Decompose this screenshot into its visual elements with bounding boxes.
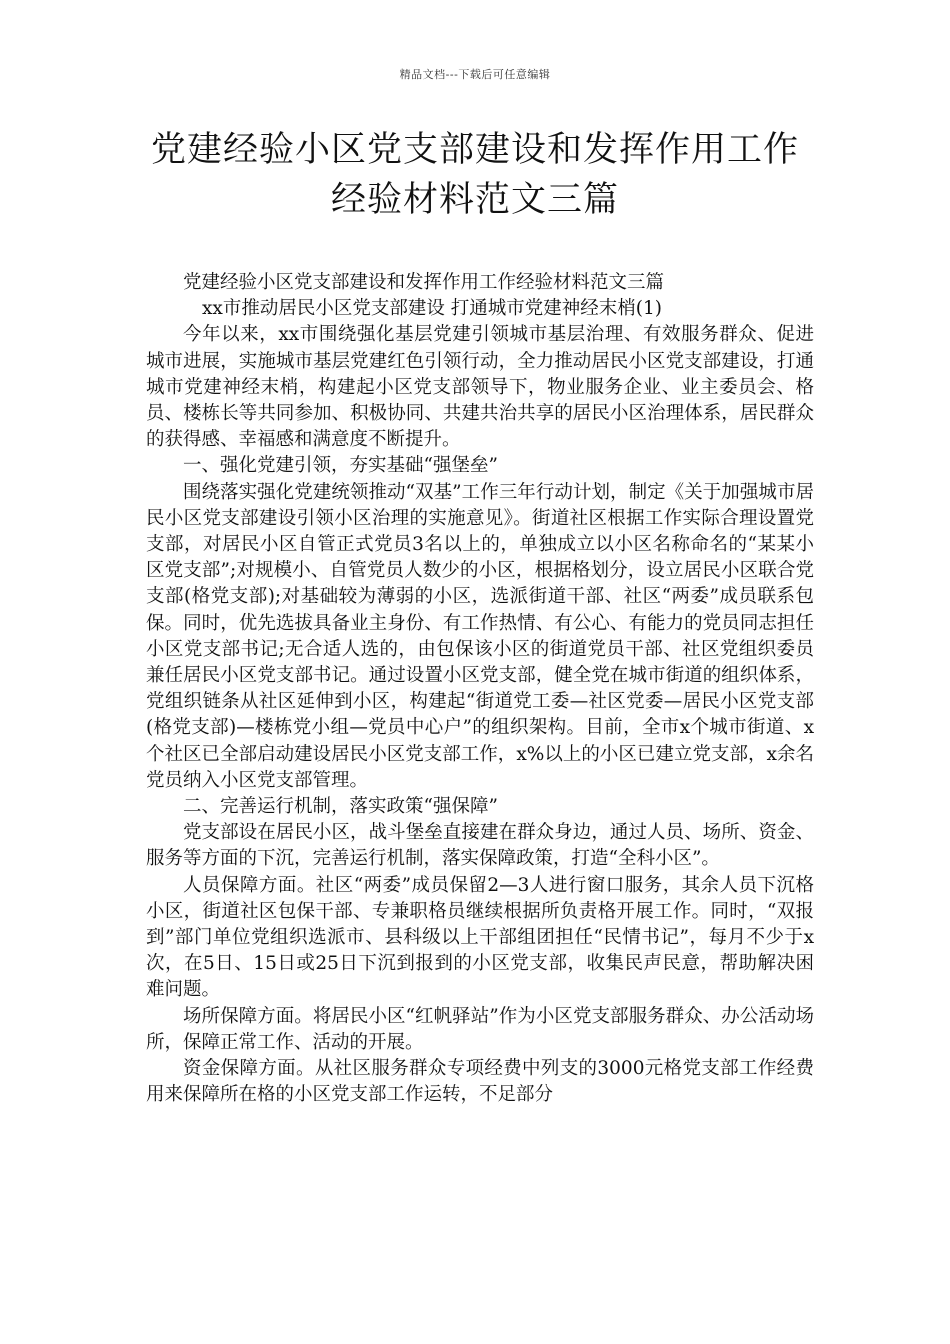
paragraph-intro: 今年以来，xx市围绕强化基层党建引领城市基层治理、有效服务群众、促进城市进展，实施城市基层党建红色引领行动，全力推动居民小区党支部建设，打通城市党建神经末梢，构建起小区党支部领导下，物业服务企业、业主委员会、格员、楼栋长等共同参加、积极协同、共建共治共享的居民小区治理体系，居民群众的获得感、幸福感和满意度不断提升。 bbox=[146, 324, 814, 451]
paragraph-personnel: 人员保障方面。社区“两委”成员保留2—3人进行窗口服务，其余人员下沉格小区，街道社区包保干部、专兼职格员继续根据所负责格开展工作。同时，“双报到”部门单位党组织选派市、县科级以上干部组团担任“民情书记”，每月不少于x次，在5日、15日或25日下沉到报到的小区党支部，收集民声民意，帮助解决困难问题。 bbox=[146, 874, 814, 1001]
title-line-1: 党建经验小区党支部建设和发挥作用工作 bbox=[150, 130, 799, 170]
document-body bbox=[146, 270, 814, 1109]
paragraph-section-2: 党支部设在居民小区，战斗堡垒直接建在群众身边，通过人员、场所、资金、服务等方面的下沉，完善运行机制，落实保障政策，打造“全科小区”。 bbox=[146, 822, 814, 870]
title-line-2: 经验材料范文三篇 bbox=[330, 180, 619, 220]
paragraph-funding: 资金保障方面。从社区服务群众专项经费中列支的3000元格党支部工作经费用来保障所在格的小区党支部工作运转，不足部分 bbox=[146, 1058, 814, 1106]
paragraph-venue: 场所保障方面。将居民小区“红帆驿站”作为小区党支部服务群众、办公活动场所，保障正常工作、活动的开展。 bbox=[146, 1005, 814, 1053]
subtitle-line: 党建经验小区党支部建设和发挥作用工作经验材料范文三篇 bbox=[183, 272, 665, 293]
header-note: 精品文档---下载后可任意编辑 bbox=[399, 68, 551, 81]
article-heading: xx市推动居民小区党支部建设 打通城市党建神经末梢(1) bbox=[202, 298, 662, 320]
paragraph-section-1: 围绕落实强化党建统领推动“双基”工作三年行动计划，制定《关于加强城市居民小区党支部建设引领小区治理的实施意见》。街道社区根据工作实际合理设置党支部，对居民小区自管正式党员3名以上的，单独成立以小区名称命名的“某某小区党支部”;对规模小、自管党员人数少的小区，根据格划分，设立居民小区联合党支部(格党支部);对基础较为薄弱的小区，选派街道干部、社区“两委”成员联系包保。同时，优先选拔具备业主身份、有工作热情、有公心、有能力的党员同志担任小区党支部书记;无合适人选的，由包保该小区的街道党员干部、社区党组织委员兼任居民小区党支部书记。通过设置小区党支部，健全党在城市街道的组织体系，党组织链条从社区延伸到小区，构建起“街道党工委—社区党委—居民小区党支部(格党支部)—楼栋党小组—党员中心户”的组织架构。目前，全市x个城市街道、x个社区已全部启动建设居民小区党支部工作，x%以上的小区已建立党支部，x余名党员纳入小区党支部管理。 bbox=[146, 481, 814, 791]
section-heading-2: 二、完善运行机制，落实政策“强保障” bbox=[183, 796, 498, 818]
section-heading-1: 一、强化党建引领，夯实基础“强堡垒” bbox=[183, 455, 498, 477]
document-title bbox=[0, 125, 950, 225]
